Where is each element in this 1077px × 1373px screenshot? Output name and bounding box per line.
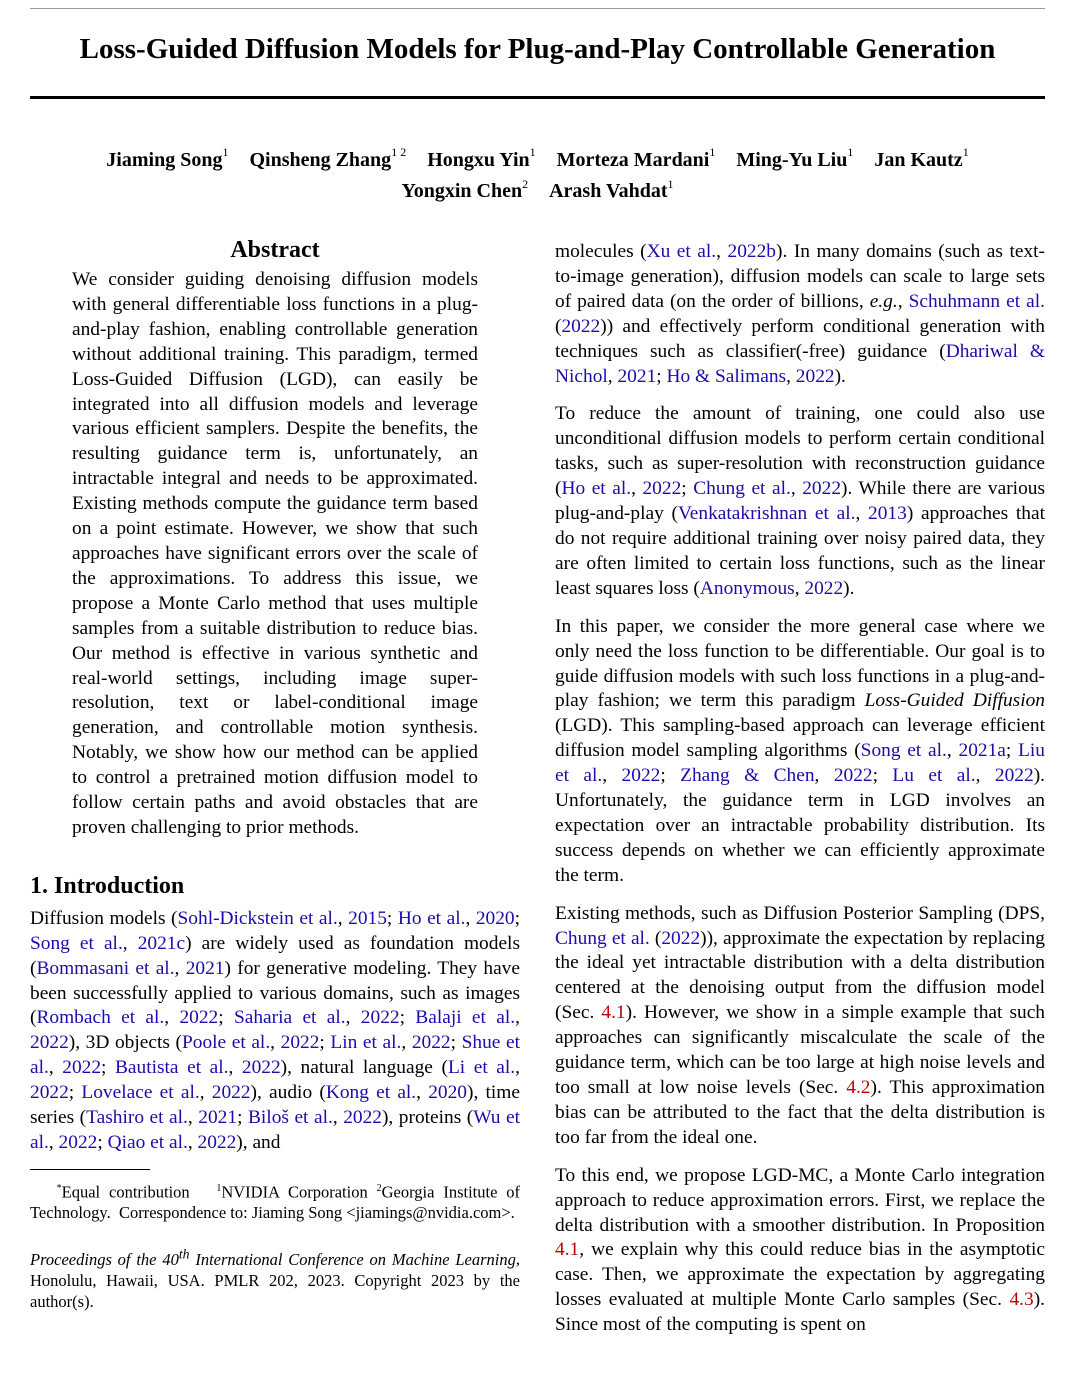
- citation-link[interactable]: 2022: [58, 1132, 98, 1153]
- citation-link[interactable]: Schuhmann et al.: [908, 290, 1045, 312]
- citation-link[interactable]: Sohl-Dickstein et al.: [177, 907, 338, 929]
- top-rule: [30, 8, 1045, 9]
- citation-link[interactable]: Liu et al.: [555, 740, 1045, 787]
- author-list: [30, 141, 1045, 204]
- citation-link[interactable]: Bommasani et al.: [36, 957, 175, 979]
- citation-link[interactable]: Lin et al.: [330, 1032, 402, 1054]
- paper-title: Loss-Guided Diffusion Models for Plug-and-Play Controllable Generation: [79, 33, 996, 65]
- citation-link[interactable]: Shue et al.: [30, 1032, 520, 1079]
- citation-link[interactable]: 2022: [795, 365, 835, 387]
- citation-link[interactable]: Li et al.: [447, 1057, 516, 1079]
- citation-link[interactable]: 2022: [30, 1032, 69, 1054]
- citation-link[interactable]: Bautista et al.: [114, 1057, 229, 1079]
- citation-link[interactable]: Song et al.: [30, 932, 123, 954]
- proceedings-note: Proceedings of the 40th International Conference on Machine Learning, Honolulu, Hawaii, USA. PMLR 202, 2023. Copyright 2023 by the author(s).: [30, 1246, 521, 1311]
- right-paragraph-3: In this paper, we consider the more general case where we only need the loss function to be differentiable. Our goal is to guide diffusion models with such loss functions in a plug-and-play fashion; we term this paradigm Loss-Guided Diffusion (LGD). This sampling-based approach can leverage efficient diffusion model sampling algorithms (Song et al., 2021a; Liu et al., 2022; Zhang & Chen, 2022; Lu et al., 2022). Unfortunately, the guidance term in LGD involves an expectation over an intractable probability distribution. Its success depends on whether we can efficiently approximate the term.: [555, 615, 1046, 886]
- citation-link[interactable]: 2013: [868, 503, 907, 525]
- citation-link[interactable]: 2022: [197, 1132, 237, 1153]
- citation-link[interactable]: Saharia et al.: [233, 1007, 346, 1029]
- citation-link[interactable]: Kong et al.: [325, 1082, 417, 1104]
- emphasis-text: Loss-Guided Diffusion: [864, 690, 1046, 712]
- author: Hongxu Yin$^1$: [427, 145, 536, 171]
- citation-link[interactable]: 2022: [802, 478, 842, 500]
- citation-link[interactable]: Balaji et al.: [415, 1007, 516, 1029]
- author: Yongxin Chen$^2$: [401, 176, 529, 203]
- section-heading-introduction: 1. Introduction: [30, 872, 185, 899]
- citation-link[interactable]: 2022: [211, 1082, 251, 1104]
- citation-link[interactable]: Qiao et al.: [107, 1132, 188, 1153]
- citation-link[interactable]: Ho & Salimans: [666, 365, 787, 387]
- citation-link[interactable]: 2022: [241, 1057, 281, 1079]
- citation-link[interactable]: Ho et al.: [561, 478, 632, 500]
- author: Morteza Mardani$^1$: [556, 145, 716, 171]
- citation-link[interactable]: 2022: [179, 1007, 219, 1029]
- citation-link[interactable]: 2022: [833, 765, 873, 787]
- author: Jiaming Song$^1$: [106, 145, 229, 171]
- author: Arash Vahdat$^1$: [549, 176, 674, 203]
- citation-link[interactable]: 2022: [621, 765, 661, 787]
- footnote-rule: [30, 1169, 150, 1170]
- citation-link[interactable]: 2020: [428, 1082, 467, 1104]
- citation-link[interactable]: 2022: [411, 1032, 451, 1054]
- citation-link[interactable]: 2022b: [727, 241, 776, 262]
- citation-link[interactable]: Lu et al.: [892, 765, 976, 787]
- section-reference-link[interactable]: 4.1: [601, 1002, 626, 1024]
- author: Jan Kautz$^1$: [874, 145, 969, 171]
- citation-link[interactable]: 2022: [642, 478, 682, 500]
- citation-link[interactable]: 2022: [30, 1082, 69, 1104]
- right-paragraph-5: To this end, we propose LGD-MC, a Monte Carlo integration approach to reduce approximation errors. First, we replace the delta distribution with a smoother distribution. In Proposition 4.1, we explain why this could reduce bias in the asymptotic case. Then, we approximate the expectation by aggregating losses evaluated at multiple Monte Carlo samples (Sec. 4.3). Since most of the computing is spent on: [555, 1164, 1045, 1336]
- right-paragraph-4: Existing methods, such as Diffusion Posterior Sampling (DPS, Chung et al. (2022)), approximate the expectation by replacing the ideal yet intractable distribution with a delta distribution centered at the denoising output from the diffusion model (Sec. 4.1). However, we show in a simple example that such approaches can significantly miscalculate the scale of the guidance term, which can be too large at high noise levels and too small at low noise levels (Sec. 4.2). This approximation bias can be attributed to the fact that the delta distribution is too far from the ideal one.: [555, 902, 1045, 1148]
- citation-link[interactable]: 2021: [198, 1107, 238, 1129]
- citation-link[interactable]: Song et al.: [860, 740, 947, 762]
- right-paragraph-1: molecules (Xu et al., 2022b). In many domains (such as text-to-image generation), diffusion models can scale to large sets of paired data (on the order of billions, e.g., Schuhmann et al. (2022)) and effectively perform conditional generation with techniques such as classifier(-free) guidance (Dhariwal & Nichol, 2021; Ho & Salimans, 2022).: [555, 241, 1045, 387]
- citation-link[interactable]: Rombach et al.: [36, 1007, 165, 1029]
- citation-link[interactable]: Dhariwal & Nichol: [555, 340, 1045, 387]
- citation-link[interactable]: 2022: [343, 1107, 382, 1129]
- citation-link[interactable]: Poole et al.: [181, 1032, 271, 1054]
- footnote: *Equal contribution $^1$NVIDIA Corporation $^2$Georgia Institute of Technology. Correspondence to: Jiaming Song <jiamings@nvidia.com>.: [30, 1182, 521, 1223]
- right-paragraph-2: To reduce the amount of training, one could also use unconditional diffusion models to perform certain conditional tasks, such as super-resolution with reconstruction guidance (Ho et al., 2022; Chung et al., 2022). While there are various plug-and-play (Venkatakrishnan et al., 2013) approaches that do not require additional training over noisy paired data, they are often limited to certain loss functions, such as the linear least squares loss (Anonymous, 2022).: [555, 403, 1046, 599]
- citation-link[interactable]: Chung et al.: [693, 478, 791, 500]
- author: Ming-Yu Liu$^1$: [736, 145, 854, 171]
- abstract-text: We consider guiding denoising diffusion models with general differentiable loss functions in a plug-and-play fashion, enabling controllable generation without additional training. This paradigm, termed Loss-Guided Diffusion (LGD), can easily be integrated into all diffusion models and leverage various efficient samplers. Despite the benefits, the resulting guidance term is, unfortunately, an intractable integral and needs to be approximated. Existing methods compute the guidance term based on a point estimate. However, we show that such approaches have significant errors over the scale of the approximations. To address this issue, we propose a Monte Carlo method that uses multiple samples from a suitable distribution to reduce bias. Our method is effective in various synthetic and real-world settings, including image super-resolution, text or label-conditional image generation, and controllable motion synthesis. Notably, we show how our method can be applied to control a pretrained motion diffusion model to follow certain paths and avoid obstacles that are proven challenging to prior methods.: [72, 269, 478, 838]
- title-rule: [30, 96, 1045, 99]
- emphasis-text: e.g.: [869, 290, 898, 312]
- citation-link[interactable]: Lovelace et al.: [81, 1082, 200, 1104]
- citation-link[interactable]: Biloš et al.: [247, 1107, 333, 1129]
- author: Qinsheng Zhang$^{1 2}$: [249, 145, 407, 171]
- citation-link[interactable]: Ho et al.: [397, 907, 466, 929]
- section-reference-link[interactable]: 4.1: [555, 1239, 580, 1261]
- citation-link[interactable]: 2020: [475, 907, 515, 929]
- citation-link[interactable]: Tashiro et al.: [86, 1107, 188, 1129]
- citation-link[interactable]: Chung et al.: [555, 927, 650, 949]
- section-reference-link[interactable]: 4.3: [1009, 1289, 1034, 1311]
- citation-link[interactable]: 2022: [360, 1007, 400, 1029]
- intro-paragraph-1: Diffusion models (Sohl-Dickstein et al., 2015; Ho et al., 2020; Song et al., 2021c) are widely used as foundation models (Bommasani et al., 2021) for generative modeling. They have been successfully applied to various domains, such as images (Rombach et al., 2022; Saharia et al., 2022; Balaji et al., 2022), 3D objects (Poole et al., 2022; Lin et al., 2022; Shue et al., 2022; Bautista et al., 2022), natural language (Li et al., 2022; Lovelace et al., 2022), audio (Kong et al., 2020), time series (Tashiro et al., 2021; Biloš et al., 2022), proteins (Wu et al., 2022; Qiao et al., 2022), and: [30, 907, 521, 1153]
- left-column: [30, 234, 520, 1312]
- citation-link[interactable]: 2021c: [137, 932, 186, 954]
- citation-link[interactable]: 2022: [280, 1032, 320, 1054]
- citation-link[interactable]: 2015: [348, 907, 387, 929]
- citation-link[interactable]: Venkatakrishnan et al.: [677, 503, 856, 525]
- citation-link[interactable]: Wu et al.: [30, 1107, 520, 1153]
- citation-link[interactable]: 2022: [661, 927, 701, 949]
- citation-link[interactable]: 2022: [62, 1057, 102, 1079]
- citation-link[interactable]: 2021: [185, 957, 225, 979]
- citation-link[interactable]: 2021a: [958, 740, 1006, 762]
- citation-link[interactable]: 2022: [994, 765, 1034, 787]
- section-reference-link[interactable]: 4.2: [846, 1077, 871, 1098]
- citation-link[interactable]: Xu et al.: [646, 241, 717, 262]
- citation-link[interactable]: Zhang & Chen: [680, 765, 815, 787]
- right-column: [555, 240, 1045, 1351]
- citation-link[interactable]: 2022: [561, 315, 601, 337]
- citation-link[interactable]: 2022: [804, 577, 844, 599]
- citation-link[interactable]: Anonymous: [699, 577, 795, 599]
- abstract-heading: Abstract: [230, 237, 320, 263]
- citation-link[interactable]: 2021: [617, 365, 657, 387]
